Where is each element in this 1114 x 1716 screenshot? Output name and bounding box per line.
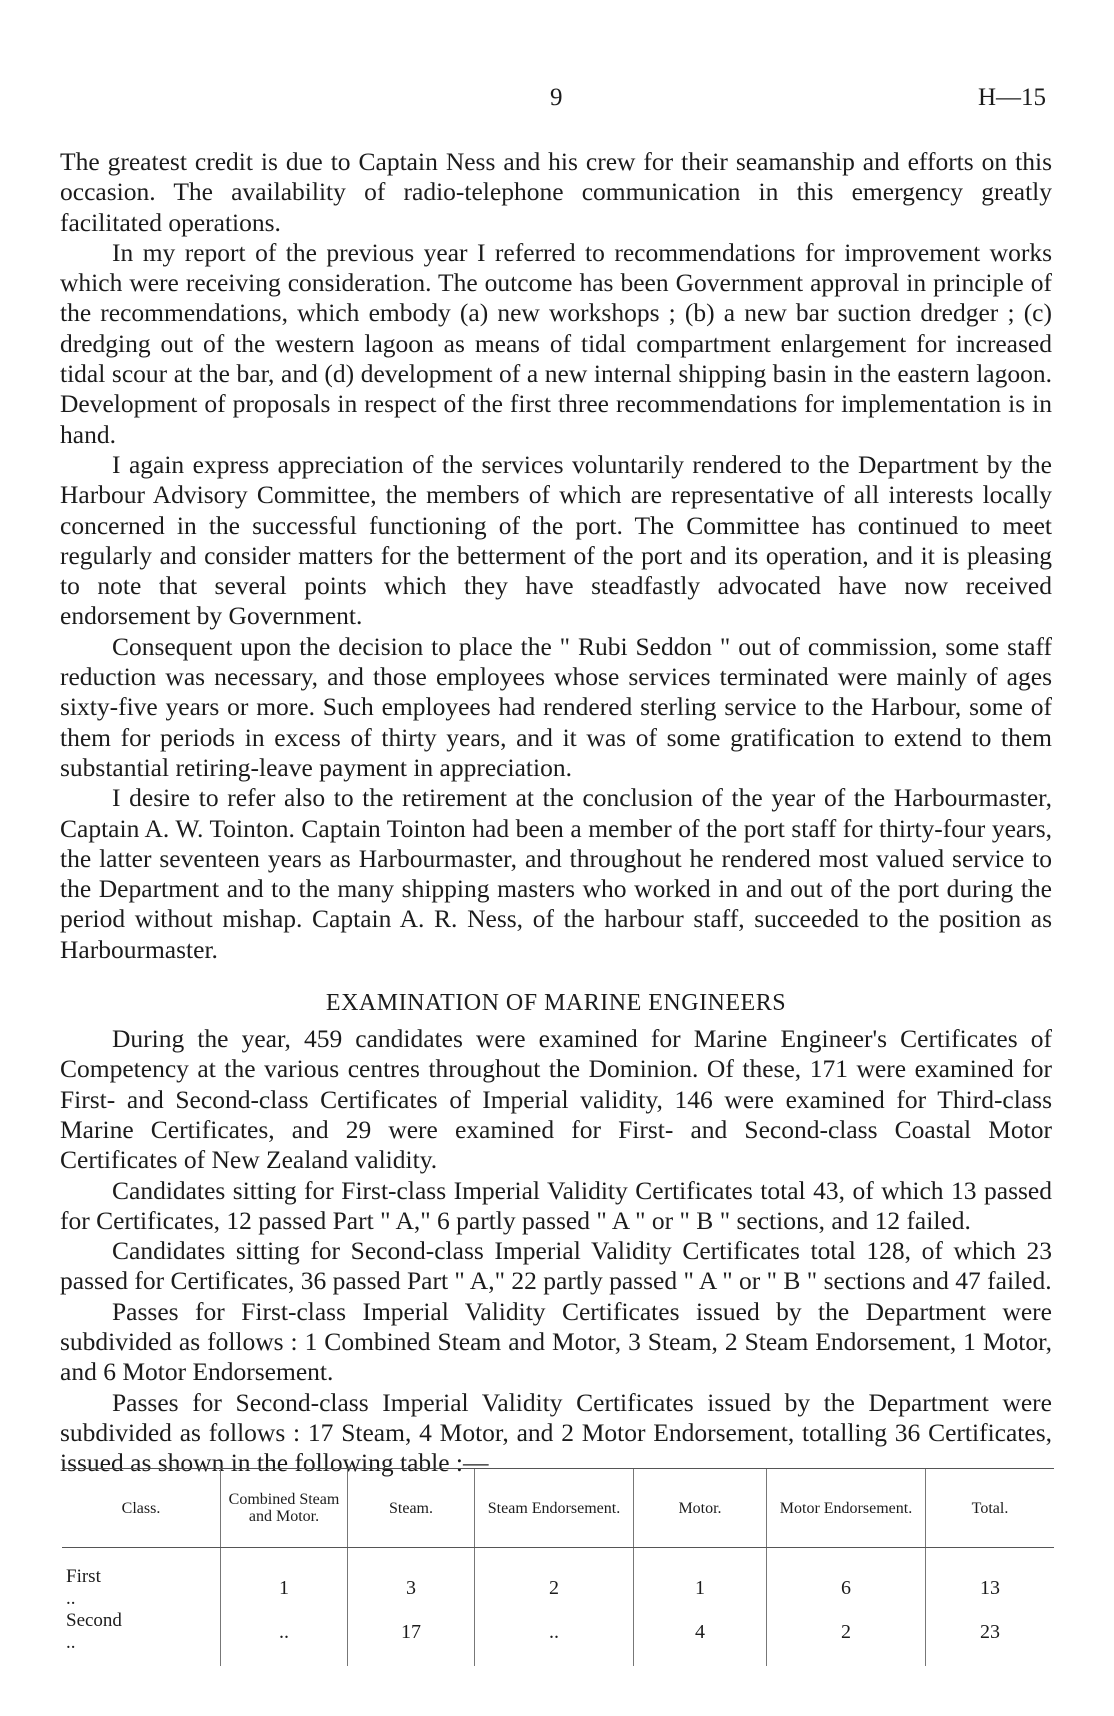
leader-dots: ..	[66, 1588, 76, 1609]
paragraph: Candidates sitting for Second-class Imperial Validity Certificates total 128, of which 23 passed for Certificates, 36 passed Part " A," 22 partly passed " A " or " B " sections and 47 failed.	[60, 1236, 1052, 1296]
page-number: 9	[550, 84, 563, 111]
table-cell: 13	[926, 1548, 1055, 1611]
table-cell: 23	[926, 1610, 1055, 1666]
paragraph: I desire to refer also to the retirement at the conclusion of the year of the Harbourmaster, Captain A. W. Tointon. Captain Tointon had been a member of the port staff for thirty-four years, the latter seventeen years as Harbourmaster, and throughout he rendered most valued service to the Department and to the many shipping masters who worked in and out of the port during the period without mishap. Captain A. R. Ness, of the harbour staff, succeeded to the position as Harbourmaster.	[60, 783, 1052, 964]
row-label-cell	[62, 1548, 221, 1611]
column-header: Motor Endorsement.	[767, 1469, 926, 1548]
leader-dots: ..	[66, 1632, 76, 1653]
table-cell: 1	[221, 1548, 348, 1611]
paragraph: Candidates sitting for First-class Imperial Validity Certificates total 43, of which 13 passed for Certificates, 12 passed Part " A," 6 partly passed " A " or " B " sections, and 12 failed.	[60, 1175, 1052, 1235]
row-label: First	[66, 1566, 101, 1587]
table-cell: 17	[348, 1610, 475, 1666]
column-header: Steam Endorsement.	[475, 1469, 634, 1548]
body-text	[60, 147, 1052, 1478]
section-title: EXAMINATION OF MARINE ENGINEERS	[325, 990, 787, 1017]
table-cell: 4	[634, 1610, 767, 1666]
paragraph: I again express appreciation of the services voluntarily rendered to the Department by the Harbour Advisory Committee, the members of which are representative of all interests locally concerned in the successful functioning of the port. The Committee has continued to meet regularly and consider matters for the betterment of the port and its operation, and it is pleasing to note that several points which they have steadfastly advocated have now received endorsement by Government.	[60, 449, 1052, 631]
column-header: Steam.	[348, 1469, 475, 1548]
column-header: Combined Steam and Motor.	[221, 1469, 348, 1548]
table-header-row	[62, 1469, 1054, 1548]
row-label-cell	[62, 1610, 221, 1666]
table-cell: 6	[767, 1548, 926, 1611]
table-cell: 2	[767, 1610, 926, 1666]
paragraph: During the year, 459 candidates were examined for Marine Engineer's Certificates of Competency at the various centres throughout the Dominion. Of these, 171 were examined for First- and Second-class Certificates of Imperial validity, 146 were examined for Third-class Marine Certificates, and 29 were examined for First- and Second-class Coastal Motor Certificates of New Zealand validity.	[60, 1024, 1052, 1175]
paragraph: Consequent upon the decision to place the " Rubi Seddon " out of commission, some staff reduction was necessary, and those employees whose services terminated were mainly of ages sixty-five years or more. Such employees had rendered sterling service to the Harbour, some of them for periods in excess of thirty years, and it was of some gratification to extend to them substantial retiring-leave payment in appreciation.	[60, 631, 1052, 782]
table-row	[62, 1610, 1054, 1666]
table-cell: 3	[348, 1548, 475, 1611]
table-cell: ..	[475, 1610, 634, 1666]
column-header: Class.	[62, 1469, 221, 1548]
document-reference: H—15	[977, 84, 1046, 111]
table-cell: 2	[475, 1548, 634, 1611]
paragraph: The greatest credit is due to Captain Ness and his crew for their seamanship and efforts on this occasion. The availability of radio-telephone communication in this emergency greatly facilitated operations.	[60, 147, 1052, 237]
paragraph: Passes for Second-class Imperial Validity Certificates issued by the Department were subdivided as follows : 17 Steam, 4 Motor, and 2 Motor Endorsement, totalling 36 Certificates, issued as shown in the following table :—	[60, 1387, 1052, 1478]
table-row	[62, 1548, 1054, 1611]
table-cell: 1	[634, 1548, 767, 1611]
row-label: Second	[66, 1610, 122, 1631]
certificates-table	[62, 1468, 1054, 1666]
column-header: Motor.	[634, 1469, 767, 1548]
page-header	[0, 84, 1114, 120]
paragraph: Passes for First-class Imperial Validity Certificates issued by the Department were subdivided as follows : 1 Combined Steam and Motor, 3 Steam, 2 Steam Endorsement, 1 Motor, and 6 Motor Endorsement.	[60, 1296, 1052, 1387]
column-header: Total.	[926, 1469, 1055, 1548]
table-cell: ..	[221, 1610, 348, 1666]
paragraph: In my report of the previous year I referred to recommendations for improvement works which were receiving consideration. The outcome has been Government approval in principle of the recommendations, which embody (a) new workshops ; (b) a new bar suction dredger ; (c) dredging out of the western lagoon as means of tidal compartment enlargement for increased tidal scour at the bar, and (d) development of a new internal shipping basin in the eastern lagoon. Development of proposals in respect of the first three recommendations for implementation is in hand.	[60, 237, 1052, 449]
certificates-table-container	[62, 1468, 1054, 1666]
